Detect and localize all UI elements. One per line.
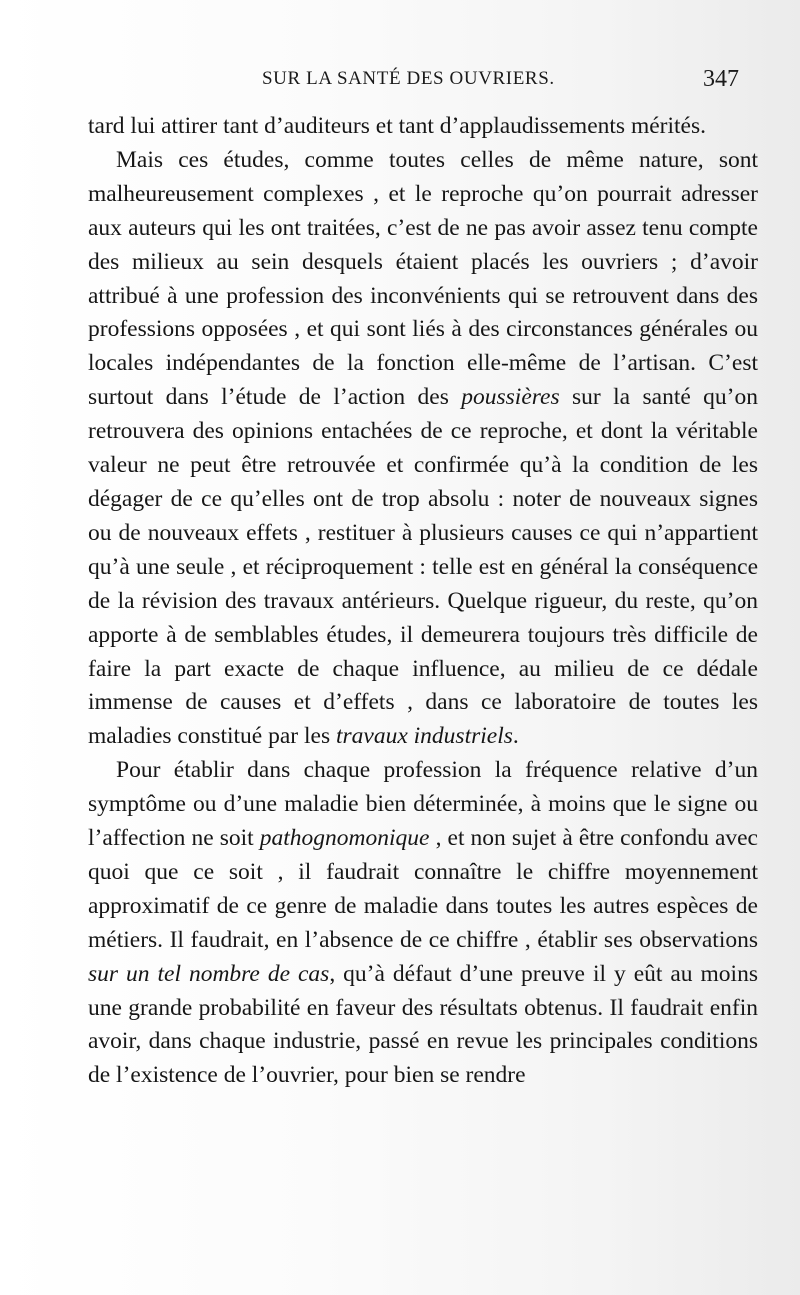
italic-term-pathognomonique: pathognomonique [259,825,430,852]
body-text [88,110,758,1093]
text-run: . [512,723,519,750]
page-header [0,68,800,104]
italic-term-travaux-industriels: travaux industriels [335,723,513,750]
paragraph-continuation [88,110,758,144]
text-run: Pour établir dans chaque profession la fréquence relative d’un symptôme ou d’une maladie bien déterminée, à moins que le signe ou l’affection ne soit [88,757,758,852]
text-run: sur la santé qu’on retrouvera des opinions entachées de ce reproche, et dont la véritable valeur ne peut être retrouvée et confirmée qu’à la condition de les dégager de ce qu’elles ont de trop absolu : noter de nouveaux signes ou de nouveaux effets , restituer à plusieurs causes ce qui n’appartient qu’à une seule , et réciproquement : telle est en général la conséquence de la révision des travaux antérieurs. Quelque rigueur, du reste, qu’on apporte à de semblables études, il demeurera toujours très difficile de faire la part exacte de chaque influence, au milieu de ce dédale immense de causes et d’effets , dans ce laboratoire de toutes les maladies constitué par les [88,384,758,750]
page-number: 347 [703,66,739,92]
text-run: Mais ces études, comme toutes celles de même nature, sont malheureusement complexes , et le reproche qu’on pourrait adresser aux auteurs qui les ont traitées, c’est de ne pas avoir assez tenu compte des milieux au sein desquels étaient placés les ouvriers ; d’avoir attribué à une profession des inconvénients qui se retrouvent dans des professions opposées , et qui sont liés à des circonstances générales ou locales indépendantes de la fonction elle-même de l’artisan. C’est surtout dans l’étude de l’action des [88,146,758,411]
running-head: SUR LA SANTÉ DES OUVRIERS. [262,68,555,89]
paragraph-studies [88,144,758,754]
paragraph-frequency [88,754,758,1093]
text-run: , qu’à défaut d’une preuve il y eût au moins une grande probabilité en faveur des résultats obtenus. Il faudrait enfin avoir, dans chaque industrie, passé en revue les principales conditions de l’existence de l’ouvrier, pour bien se rendre [88,960,758,1089]
italic-term-poussieres: poussières [461,384,560,411]
text-run: tard lui attirer tant d’auditeurs et tant d’applaudissements mérités. [88,113,706,139]
italic-term-nombre-de-cas: sur un tel nombre de cas [88,960,330,987]
text-run: , et non sujet à être confondu avec quoi que ce soit , il faudrait connaître le chiffre moyennement approximatif de ce genre de maladie dans toutes les autres espèces de métiers. Il faudrait, en l’absence de ce chiffre , établir ses observations [88,825,758,953]
